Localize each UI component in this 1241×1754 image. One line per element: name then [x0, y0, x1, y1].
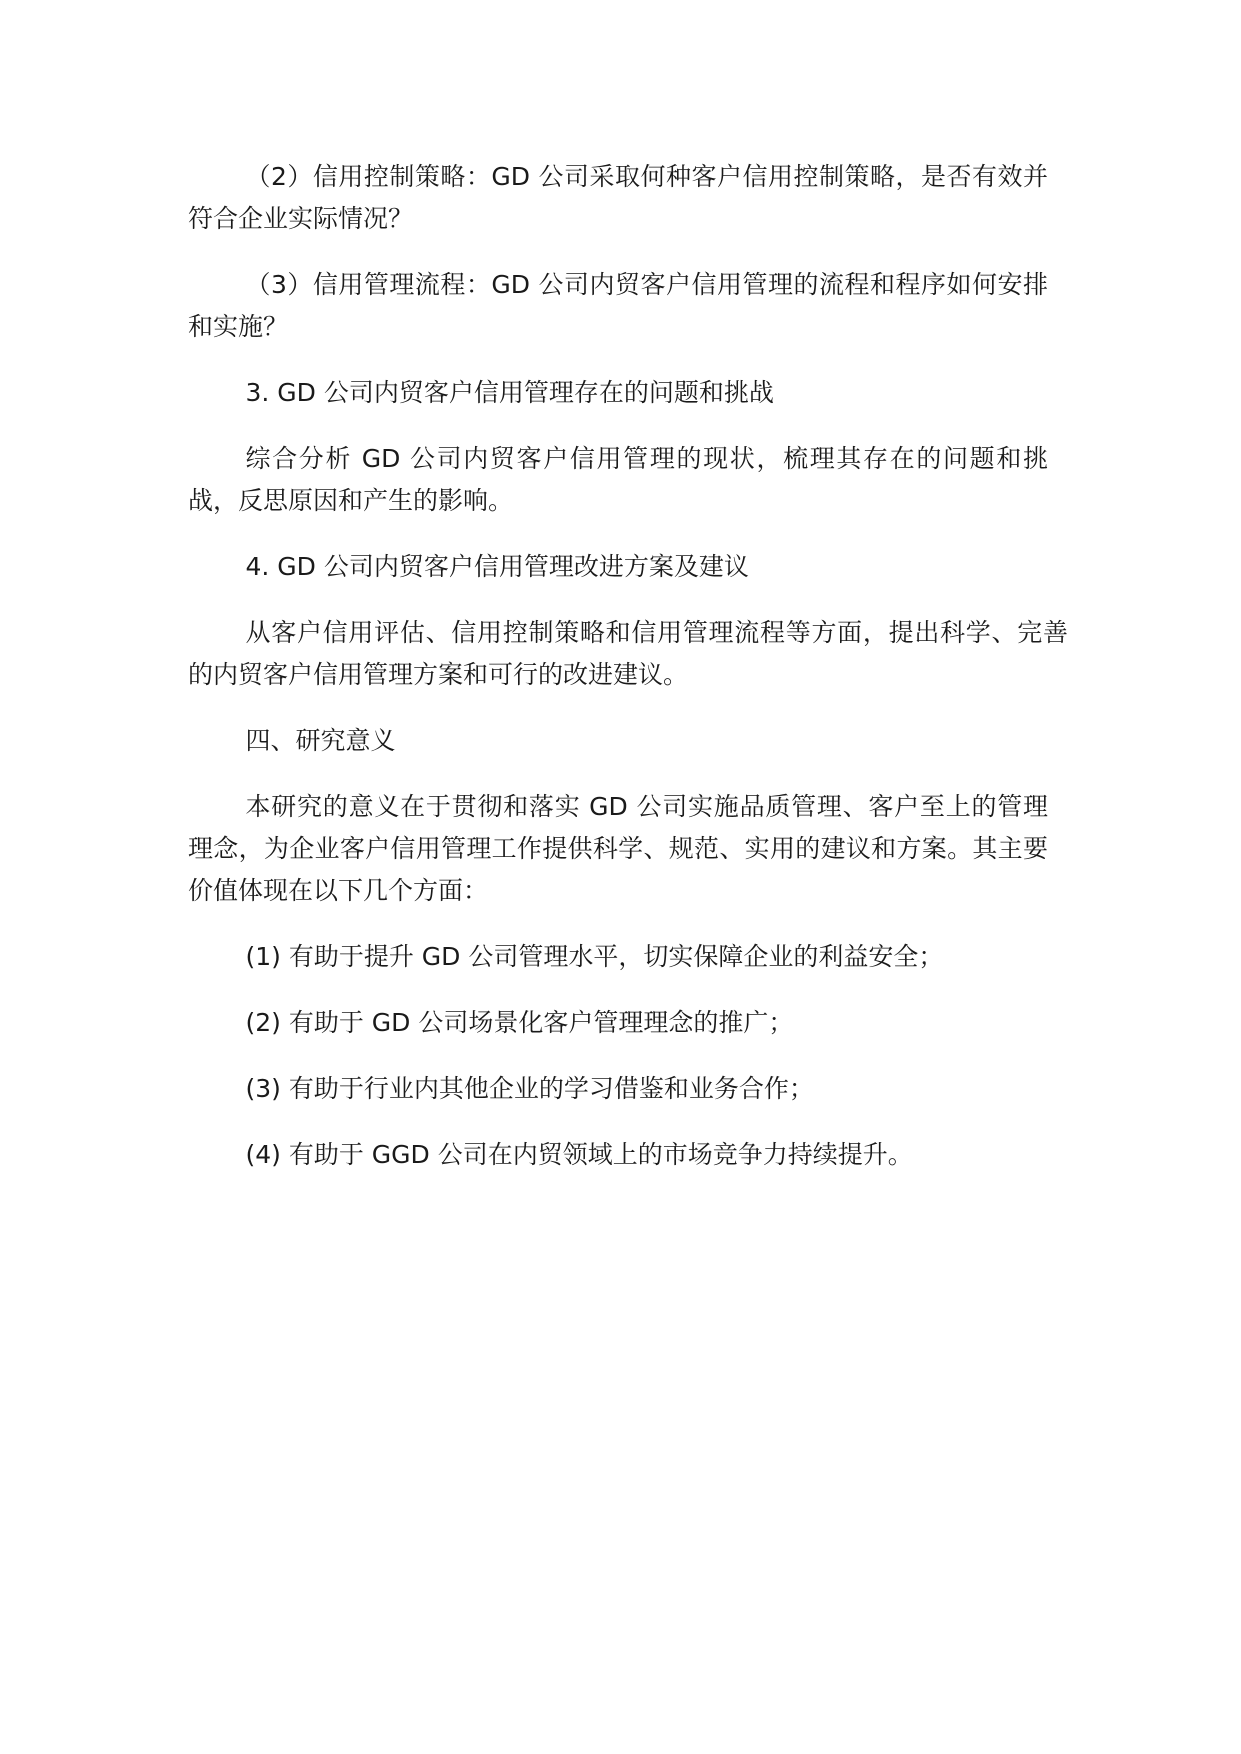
paragraph-credit-control-strategy: （2）信用控制策略：GD 公司采取何种客户信用控制策略，是否有效并符合企业实际情况？ [188, 162, 1048, 233]
list-item-value-1: (1) 有助于提升 GD 公司管理水平，切实保障企业的利益安全； [245, 942, 944, 971]
heading-problems-and-challenges: 3. GD 公司内贸客户信用管理存在的问题和挑战 [245, 378, 774, 407]
list-item-value-2: (2) 有助于 GD 公司场景化客户管理理念的推广； [245, 1008, 794, 1037]
list-item-value-4: (4) 有助于 GGD 公司在内贸领域上的市场竞争力持续提升。 [245, 1140, 913, 1169]
heading-improvement-plan: 4. GD 公司内贸客户信用管理改进方案及建议 [245, 552, 749, 581]
paragraph-improvement-suggestions: 从客户信用评估、信用控制策略和信用管理流程等方面，提出科学、完善的内贸客户信用管理方案和可行的改进建议。 [188, 618, 1068, 689]
paragraph-research-significance: 本研究的意义在于贯彻和落实 GD 公司实施品质管理、客户至上的管理理念，为企业客户信用管理工作提供科学、规范、实用的建议和方案。其主要价值体现在以下几个方面： [188, 792, 1048, 905]
document-body [188, 156, 1068, 1200]
heading-research-significance: 四、研究意义 [245, 726, 396, 755]
paragraph-credit-management-process: （3）信用管理流程：GD 公司内贸客户信用管理的流程和程序如何安排和实施？ [188, 270, 1048, 341]
list-item-value-3: (3) 有助于行业内其他企业的学习借鉴和业务合作； [245, 1074, 814, 1103]
paragraph-problems-analysis: 综合分析 GD 公司内贸客户信用管理的现状，梳理其存在的问题和挑战，反思原因和产生的影响。 [188, 444, 1048, 515]
